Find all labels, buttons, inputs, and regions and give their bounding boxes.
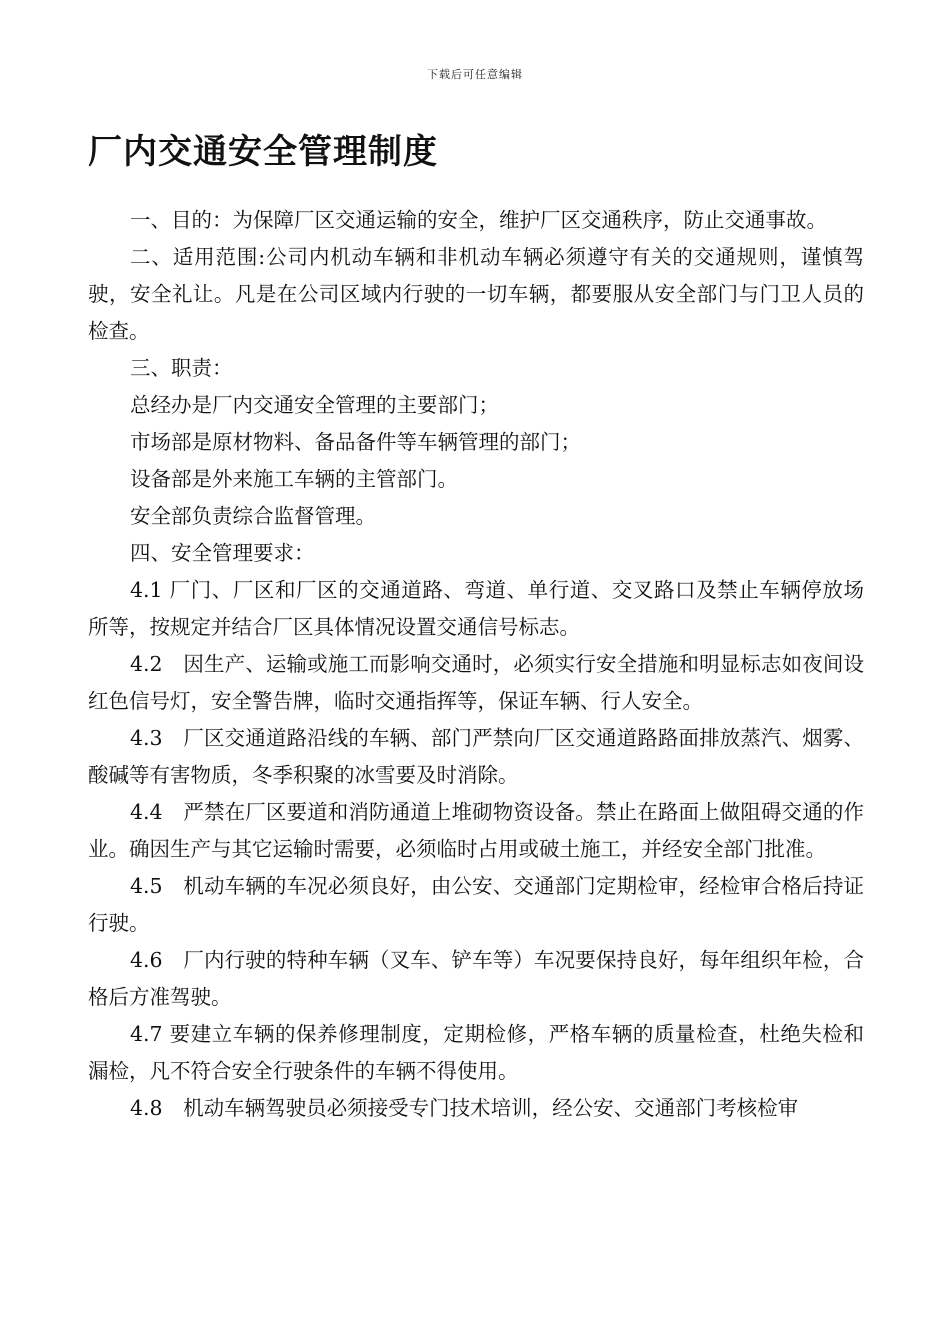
paragraph-responsibility-safety: 安全部负责综合监督管理。 [130,504,376,528]
paragraph-4-7: 4.7 要建立车辆的保养修理制度，定期检修，严格车辆的质量检查，杜绝失检和漏检，凡不符合安全行驶条件的车辆不得使用。 [88,1022,864,1083]
document-title: 厂内交通安全管理制度 [88,132,438,172]
header-note: 下载后可任意编辑 [427,68,523,81]
paragraph-scope: 二、适用范围:公司内机动车辆和非机动车辆必须遵守有关的交通规则，谨慎驾驶，安全礼让。凡是在公司区域内行驶的一切车辆，都要服从安全部门与门卫人员的检查。 [88,245,864,343]
paragraph-4-8: 4.8 机动车辆驾驶员必须接受专门技术培训，经公安、交通部门考核检审 [130,1096,799,1120]
paragraph-4-3: 4.3 厂区交通道路沿线的车辆、部门严禁向厂区交通道路路面排放蒸汽、烟雾、酸碱等有害物质，冬季积聚的冰雪要及时消除。 [88,726,864,787]
paragraph-4-6: 4.6 厂内行驶的特种车辆（叉车、铲车等）车况要保持良好，每年组织年检，合格后方准驾驶。 [88,948,864,1009]
paragraph-4-2: 4.2 因生产、运输或施工而影响交通时，必须实行安全措施和明显标志如夜间设红色信号灯，安全警告牌，临时交通指挥等，保证车辆、行人安全。 [88,652,864,713]
paragraph-4-5: 4.5 机动车辆的车况必须良好，由公安、交通部门定期检审，经检审合格后持证行驶。 [88,874,864,935]
paragraph-responsibility-equipment: 设备部是外来施工车辆的主管部门。 [130,467,458,491]
paragraph-responsibility-marketing: 市场部是原材物料、备品备件等车辆管理的部门； [130,430,581,454]
document-body [88,202,864,1127]
paragraph-responsibilities-heading: 三、职责： [130,356,233,380]
paragraph-responsibility-general-office: 总经办是厂内交通安全管理的主要部门； [130,393,499,417]
paragraph-requirements-heading: 四、安全管理要求： [130,541,315,565]
paragraph-purpose: 一、目的：为保障厂区交通运输的安全，维护厂区交通秩序，防止交通事故。 [130,208,827,232]
paragraph-4-1: 4.1 厂门、厂区和厂区的交通道路、弯道、单行道、交叉路口及禁止车辆停放场所等，按规定并结合厂区具体情况设置交通信号标志。 [88,578,864,639]
paragraph-4-4: 4.4 严禁在厂区要道和消防通道上堆砌物资设备。禁止在路面上做阻碍交通的作业。确因生产与其它运输时需要，必须临时占用或破土施工，并经安全部门批准。 [88,800,864,861]
